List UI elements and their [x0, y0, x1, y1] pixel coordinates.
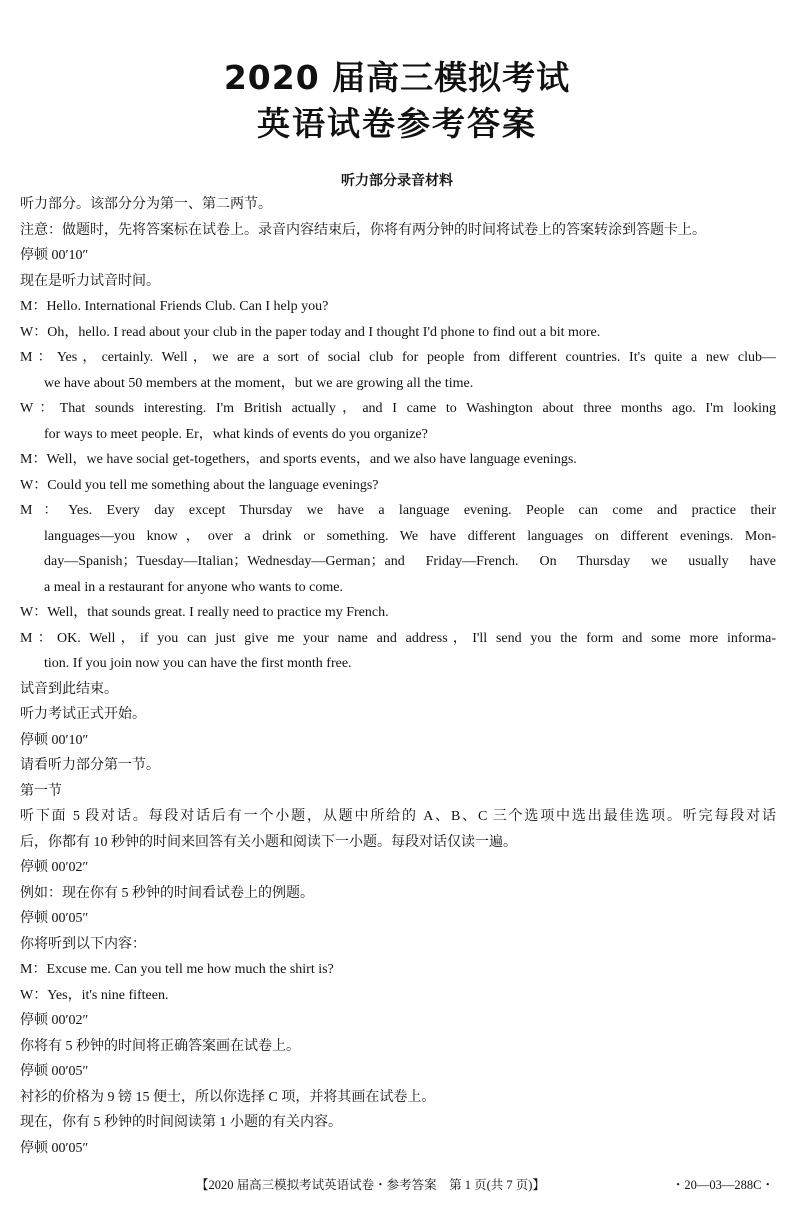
text-line: 注意：做题时，先将答案标在试卷上。录音内容结束后，你将有两分钟的时间将试卷上的答案转涂到答题卡上。 [20, 222, 706, 238]
text-line: 你将有 5 秒钟的时间将正确答案画在试卷上。 [20, 1038, 300, 1054]
instruction-line: 听下面 5 段对话。每段对话后有一个小题，从题中所给的 A、B、C 三个选项中选出最佳选项。听完每段对话 [20, 809, 776, 824]
pause-marker: 停顿 00′05″ [20, 911, 89, 926]
text-line: 衬衫的价格为 9 镑 15 便士，所以你选择 C 项，并将其画在试卷上。 [20, 1089, 436, 1105]
text-line: 现在，你有 5 秒钟的时间阅读第 1 小题的有关内容。 [20, 1115, 342, 1130]
dialogue-line: M：Hello. International Friends Club. Can I help you? [20, 299, 329, 314]
dialogue-line: W：Yes，it's nine fifteen. [20, 987, 169, 1003]
instruction-line: 后，你都有 10 秒钟的时间来回答有关小题和阅读下一小题。每段对话仅读一遍。 [20, 834, 517, 850]
text-line: 听力部分。该部分分为第一、第二两节。 [20, 197, 272, 212]
dialogue-line: W：That sounds interesting. I'm British actually，and I came to Washington about three months ago. I'm looking [20, 401, 776, 416]
text-line: 现在是听力试音时间。 [20, 273, 160, 289]
pause-marker: 停顿 00′05″ [20, 1064, 89, 1079]
section-heading: 听力部分录音材料 [341, 173, 453, 189]
pause-marker: 停顿 00′02″ [20, 1013, 89, 1028]
dialogue-line: W：Well，that sounds great. I really need to practice my French. [20, 605, 389, 620]
pause-marker: 停顿 00′02″ [20, 860, 89, 875]
pause-marker: 停顿 00′10″ [20, 248, 89, 263]
text-line: 你将听到以下内容： [20, 936, 146, 952]
dialogue-line: W：Oh，hello. I read about your club in the paper today and I thought I'd phone to find out a bit more. [20, 324, 601, 340]
footer-page-info: 【2020 届高三模拟考试英语试卷・参考答案 第 1 页(共 7 页)】 [196, 1178, 545, 1192]
dialogue-line: M：Yes，certainly. Well，we are a sort of social club for people from different countries. It's quite a new club— [20, 350, 776, 365]
text-line: 例如：现在你有 5 秒钟的时间看试卷上的例题。 [20, 885, 314, 901]
dialogue-continuation: languages—you know，over a drink or something. We have different languages on different evenings. Mon- [44, 528, 776, 544]
page-subtitle: 英语试卷参考答案 [257, 104, 537, 143]
dialogue-continuation: day—Spanish；Tuesday—Italian；Wednesday—German；and Friday—French. On Thursday we usually have [44, 554, 776, 569]
footer-code: ・20—03—288C・ [671, 1178, 774, 1192]
dialogue-line: M：Yes. Every day except Thursday we have a language evening. People can come and practice their [20, 503, 776, 518]
section-label: 第一节 [20, 783, 62, 799]
text-line: 听力考试正式开始。 [20, 707, 146, 722]
dialogue-continuation: we have about 50 members at the moment，but we are growing all the time. [44, 375, 474, 391]
text-line: 请看听力部分第一节。 [20, 758, 160, 773]
dialogue-continuation: a meal in a restaurant for anyone who wants to come. [44, 579, 343, 595]
dialogue-continuation: for ways to meet people. Er，what kinds of events do you organize? [44, 426, 428, 442]
dialogue-line: M：Well，we have social get-togethers，and sports events，and we also have language evenings. [20, 452, 577, 467]
text-line: 试音到此结束。 [20, 681, 118, 697]
pause-marker: 停顿 00′05″ [20, 1140, 89, 1156]
dialogue-continuation: tion. If you join now you can have the first month free. [44, 656, 352, 671]
page-title: 2020 届高三模拟考试 [223, 58, 571, 97]
transcript-body [20, 192, 776, 1161]
dialogue-line: W：Could you tell me something about the language evenings? [20, 477, 379, 493]
dialogue-line: M：OK. Well，if you can just give me your name and address，I'll send you the form and some more informa- [20, 630, 776, 646]
pause-marker: 停顿 00′10″ [20, 732, 89, 748]
dialogue-line: M：Excuse me. Can you tell me how much the shirt is? [20, 962, 334, 977]
